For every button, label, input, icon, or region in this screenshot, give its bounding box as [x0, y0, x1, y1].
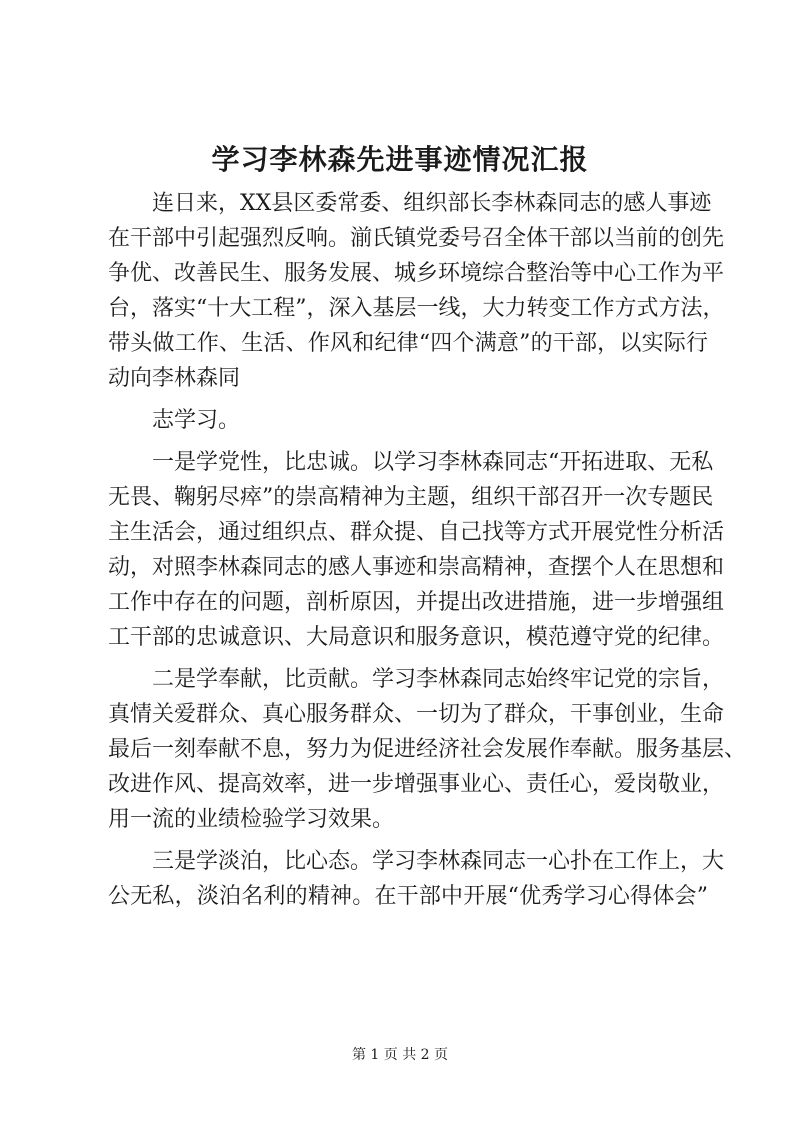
document-body — [108, 186, 747, 914]
text-line: 动向李林森同 — [108, 366, 241, 391]
paragraph — [108, 445, 725, 655]
text-line: 真情关爱群众、真心服务群众、一切为了群众，干事创业，生命 — [108, 702, 725, 727]
text-line: 用一流的业绩检验学习效果。 — [108, 807, 395, 832]
text-line: 带头做工作、生活、作风和纪律“四个满意”的干部，以实际行 — [108, 331, 708, 356]
text-line: 志学习。 — [152, 408, 241, 433]
text-line: 公无私，淡泊名利的精神。在干部中开展“优秀学习心得体会” — [108, 884, 708, 909]
text-line: 无畏、鞠躬尽瘁”的崇高精神为主题，组织干部召开一次专题民 — [108, 485, 714, 510]
paragraph — [108, 403, 708, 438]
page-footer: 第 1 页 共 2 页 — [351, 1047, 449, 1063]
paragraph — [108, 844, 725, 914]
text-line: 工干部的忠诚意识、大局意识和服务意识，模范遵守党的纪律。 — [108, 625, 725, 650]
document-title: 学习李林森先进事迹情况汇报 — [211, 143, 589, 176]
paragraph — [108, 186, 725, 396]
text-line: 工作中存在的问题，剖析原因，并提出改进措施，进一步增强组 — [108, 590, 725, 615]
text-line: 连日来，XX县区委常委、组织部长李林森同志的感人事迹 — [152, 191, 712, 216]
text-line: 动，对照李林森同志的感人事迹和崇高精神，查摆个人在思想和 — [108, 555, 725, 580]
text-line: 主生活会，通过组织点、群众提、自己找等方式开展党性分析活 — [108, 520, 725, 545]
paragraph — [108, 662, 747, 837]
text-line: 台，落实“十大工程”，深入基层一线，大力转变工作方式方法， — [108, 296, 725, 321]
text-line: 三是学淡泊，比心态。学习李林森同志一心扑在工作上，大 — [152, 849, 725, 874]
text-line: 二是学奉献，比贡献。学习李林森同志始终牢记党的宗旨， — [152, 667, 725, 692]
text-line: 争优、改善民生、服务发展、城乡环境综合整治等中心工作为平 — [108, 261, 725, 286]
text-line: 改进作风、提高效率，进一步增强事业心、责任心，爱岗敬业， — [108, 772, 725, 797]
text-line: 一是学党性，比忠诚。以学习李林森同志“开拓进取、无私 — [152, 450, 714, 475]
text-line: 最后一刻奉献不息，努力为促进经济社会发展作奉献。服务基层、 — [108, 737, 747, 762]
text-line: 在干部中引起强烈反响。湔氏镇党委号召全体干部以当前的创先 — [108, 226, 725, 251]
